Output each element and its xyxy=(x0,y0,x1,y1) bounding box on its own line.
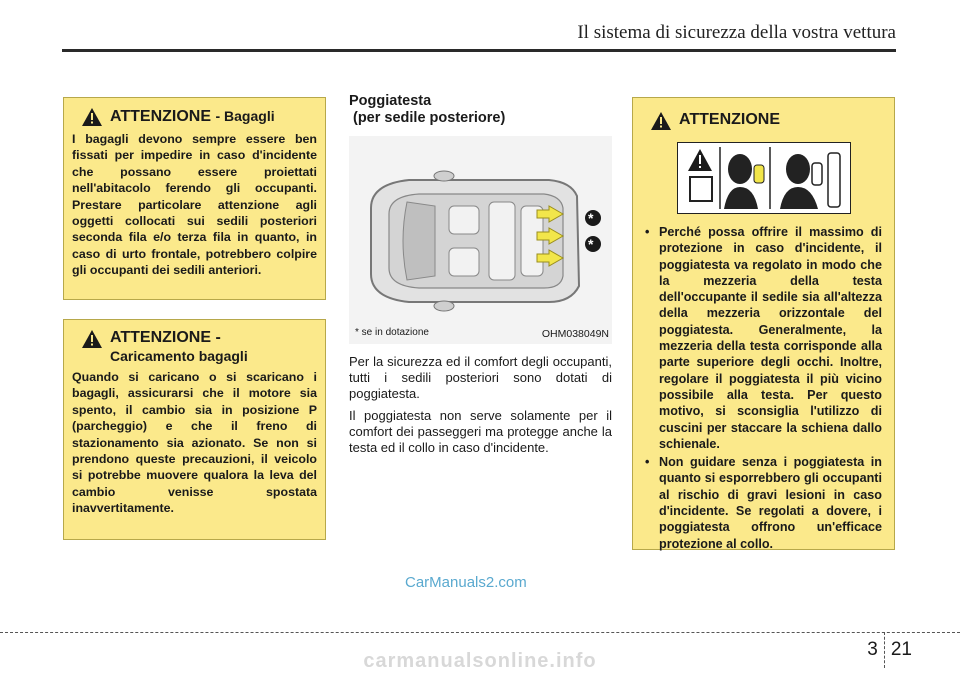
warning-box-luggage xyxy=(63,97,326,300)
warning-title: ATTENZIONE - xyxy=(110,329,221,346)
section-subheading: (per sedile posteriore) xyxy=(353,110,506,126)
warning-text: I bagagli devono sempre essere ben fissati per impedire in caso d'incidente che possano essere proiettati nell'abitacolo ferendo gli occupanti. Prestare particolare attenzione agli oggetti collocati sui sedili posteriori seconda fila e/o terza fila in quanto, in caso di urto frontale, potrebbero colpire gli occupanti dei sedili anteriori. xyxy=(72,132,317,278)
warning-triangle-icon xyxy=(82,330,102,348)
page-number-value: 21 xyxy=(890,639,912,660)
car-top-view-figure xyxy=(349,136,612,344)
warning-text: Quando si caricano o si scaricano i bagagli, assicurarsi che il motore sia spento, il cambio sia in posizione P (parcheggio) e che il freno di stazionamento sia azionato. Se non si prendono queste precauzioni, il veicolo si potrebbe muovere qualora la leva del cambio venisse spostata inavvertitamente. xyxy=(72,370,317,516)
page-header-title: Il sistema di sicurezza della vostra vettura xyxy=(577,22,896,43)
headrest-section xyxy=(349,93,612,456)
site-watermark: CarManuals2.com xyxy=(405,574,527,591)
figure-code: OHM038049N xyxy=(541,328,609,340)
warning-subtitle: Caricamento bagagli xyxy=(110,348,248,364)
warning-header xyxy=(72,328,317,348)
headrest-warning-pictogram xyxy=(677,142,851,214)
figure-note: * se in dotazione xyxy=(355,327,429,338)
warning-bullet-list xyxy=(641,224,886,552)
body-paragraph: Per la sicurezza ed il comfort degli occupanti, tutti i sedili posteriori sono dotati di poggiatesta. xyxy=(349,354,612,401)
warning-box-headrest xyxy=(632,97,895,550)
warning-title: ATTENZIONE - Bagagli xyxy=(110,108,275,125)
headrest-pictogram-icon xyxy=(678,143,850,213)
warning-header xyxy=(641,110,886,130)
section-heading: Poggiatesta xyxy=(349,93,432,109)
car-top-view-illustration xyxy=(349,136,612,344)
footer-rule xyxy=(0,632,960,633)
bottom-watermark: carmanualsonline.info xyxy=(363,650,597,672)
warning-bullet: • Perché possa offrire il massimo di protezione in caso d'incidente, il poggiatesta va regolato in modo che la mezzeria della testa dell'occupante il sedile sia all'altezza della mezzeria orizzontale del poggiatesta. Generalmente, la mezzeria della testa corrisponde alla parte superiore degli occhi. Inoltre, regolare il poggiatesta il più vicino possibile alla testa. Per questo motivo, si sconsiglia l'utilizzo di cuscini per staccare la schiena dallo schienale. xyxy=(645,224,882,452)
warning-bullet: • Non guidare senza i poggiatesta in quanto si esporrebbero gli occupanti al rischio di gravi lesioni in caso d'incidente. Se regolati a dovere, i poggiatesta offrono un'efficace protezione al collo. xyxy=(645,454,882,552)
body-paragraph: Il poggiatesta non serve solamente per il comfort dei passeggeri ma protegge anche la testa ed il collo in caso d'incidente. xyxy=(349,408,612,455)
asterisk-marker: * xyxy=(588,236,594,252)
warning-header xyxy=(72,106,317,127)
warning-triangle-icon xyxy=(82,108,102,126)
warning-box-loading xyxy=(63,319,326,540)
asterisk-marker: * xyxy=(588,210,594,226)
chapter-number: 3 xyxy=(867,639,878,660)
warning-title: ATTENZIONE xyxy=(679,111,781,128)
warning-triangle-icon xyxy=(651,112,671,130)
header-rule xyxy=(62,49,896,52)
